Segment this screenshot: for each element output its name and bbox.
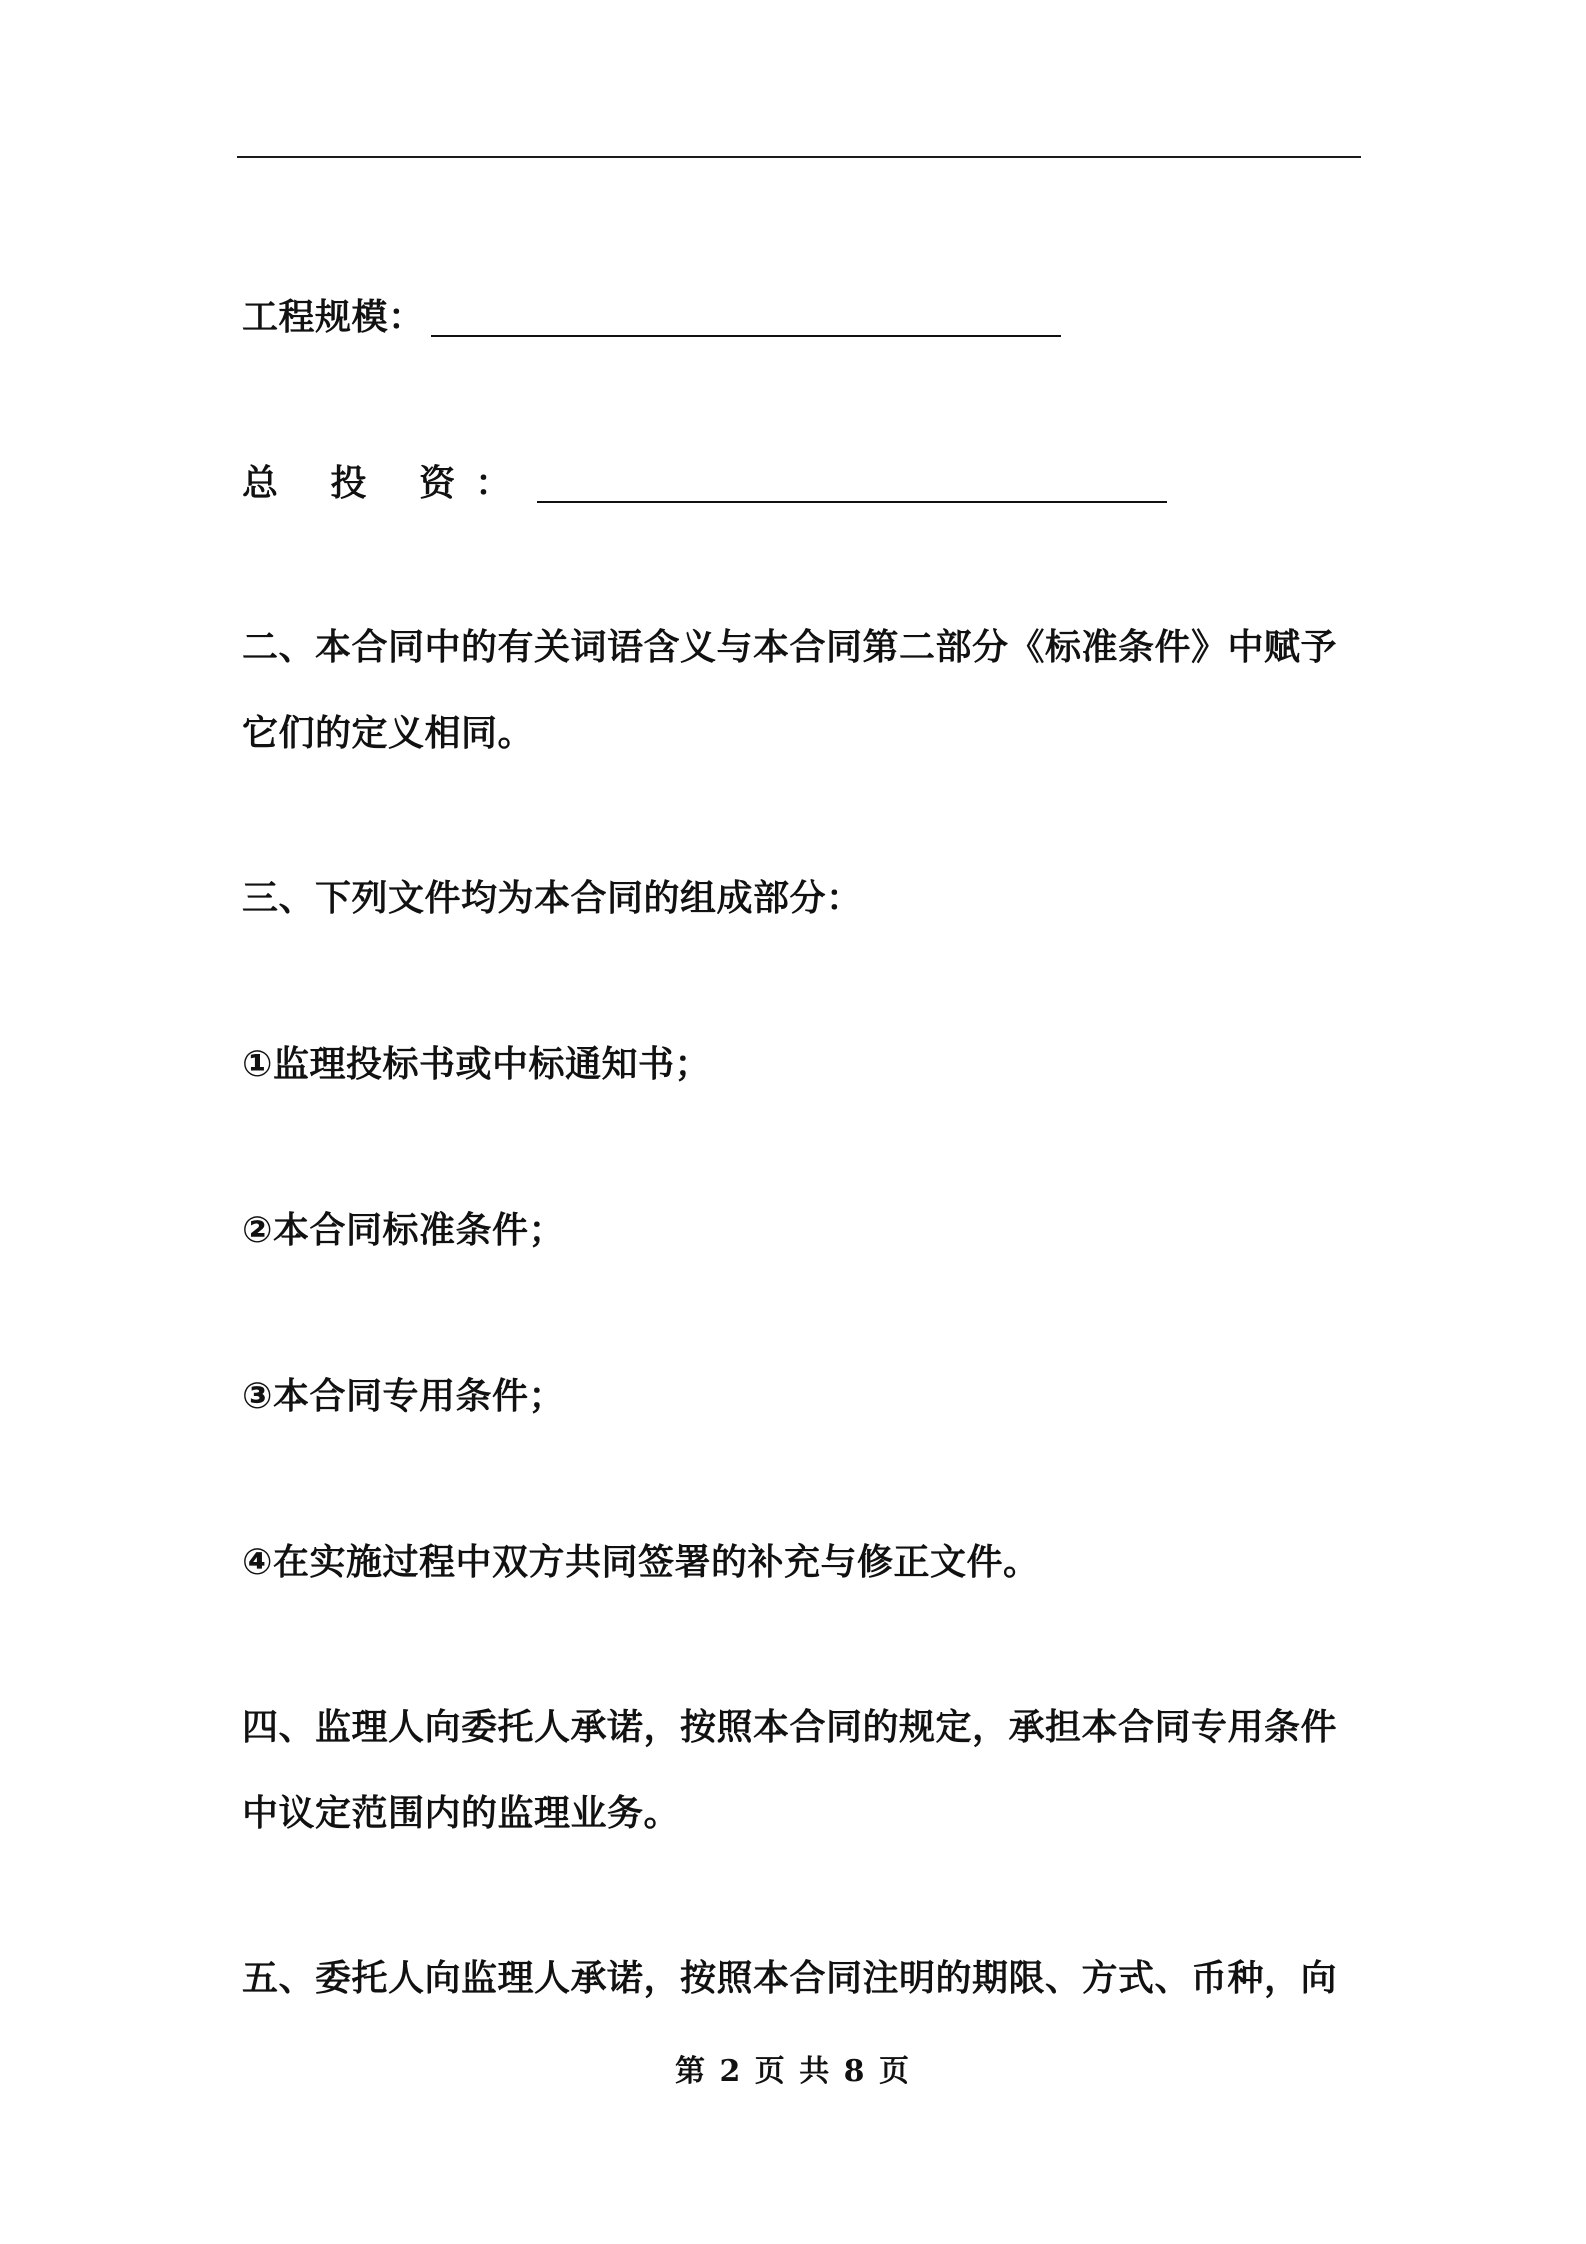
list-item: ③本合同专用条件；: [242, 1376, 565, 1417]
field-project-scale: [242, 296, 1061, 340]
list-item: ①监理投标书或中标通知书；: [242, 1044, 711, 1085]
page-number: 第 2 页 共 8 页: [675, 2054, 911, 2089]
header-rule: [237, 156, 1361, 158]
paragraph-line: 中议定范围内的监理业务。: [242, 1793, 681, 1834]
paragraph-line: 它们的定义相同。: [242, 713, 535, 754]
field-label: 总 投 资：: [242, 463, 532, 504]
field-total-investment: [242, 462, 1167, 506]
paragraph-line: 三、下列文件均为本合同的组成部分：: [242, 878, 863, 919]
fill-in-blank: [537, 497, 1167, 503]
fill-in-blank: [431, 331, 1061, 337]
list-item: ②本合同标准条件；: [242, 1210, 565, 1251]
paragraph-line: 五、委托人向监理人承诺，按照本合同注明的期限、方式、币种，向: [242, 1958, 1338, 1999]
list-item: ④在实施过程中双方共同签署的补充与修正文件。: [242, 1542, 1040, 1583]
paragraph-line: 四、监理人向委托人承诺，按照本合同的规定，承担本合同专用条件: [242, 1707, 1338, 1748]
paragraph-line: 二、本合同中的有关词语含义与本合同第二部分《标准条件》中赋予: [242, 627, 1338, 668]
field-label: 工程规模：: [242, 297, 425, 338]
